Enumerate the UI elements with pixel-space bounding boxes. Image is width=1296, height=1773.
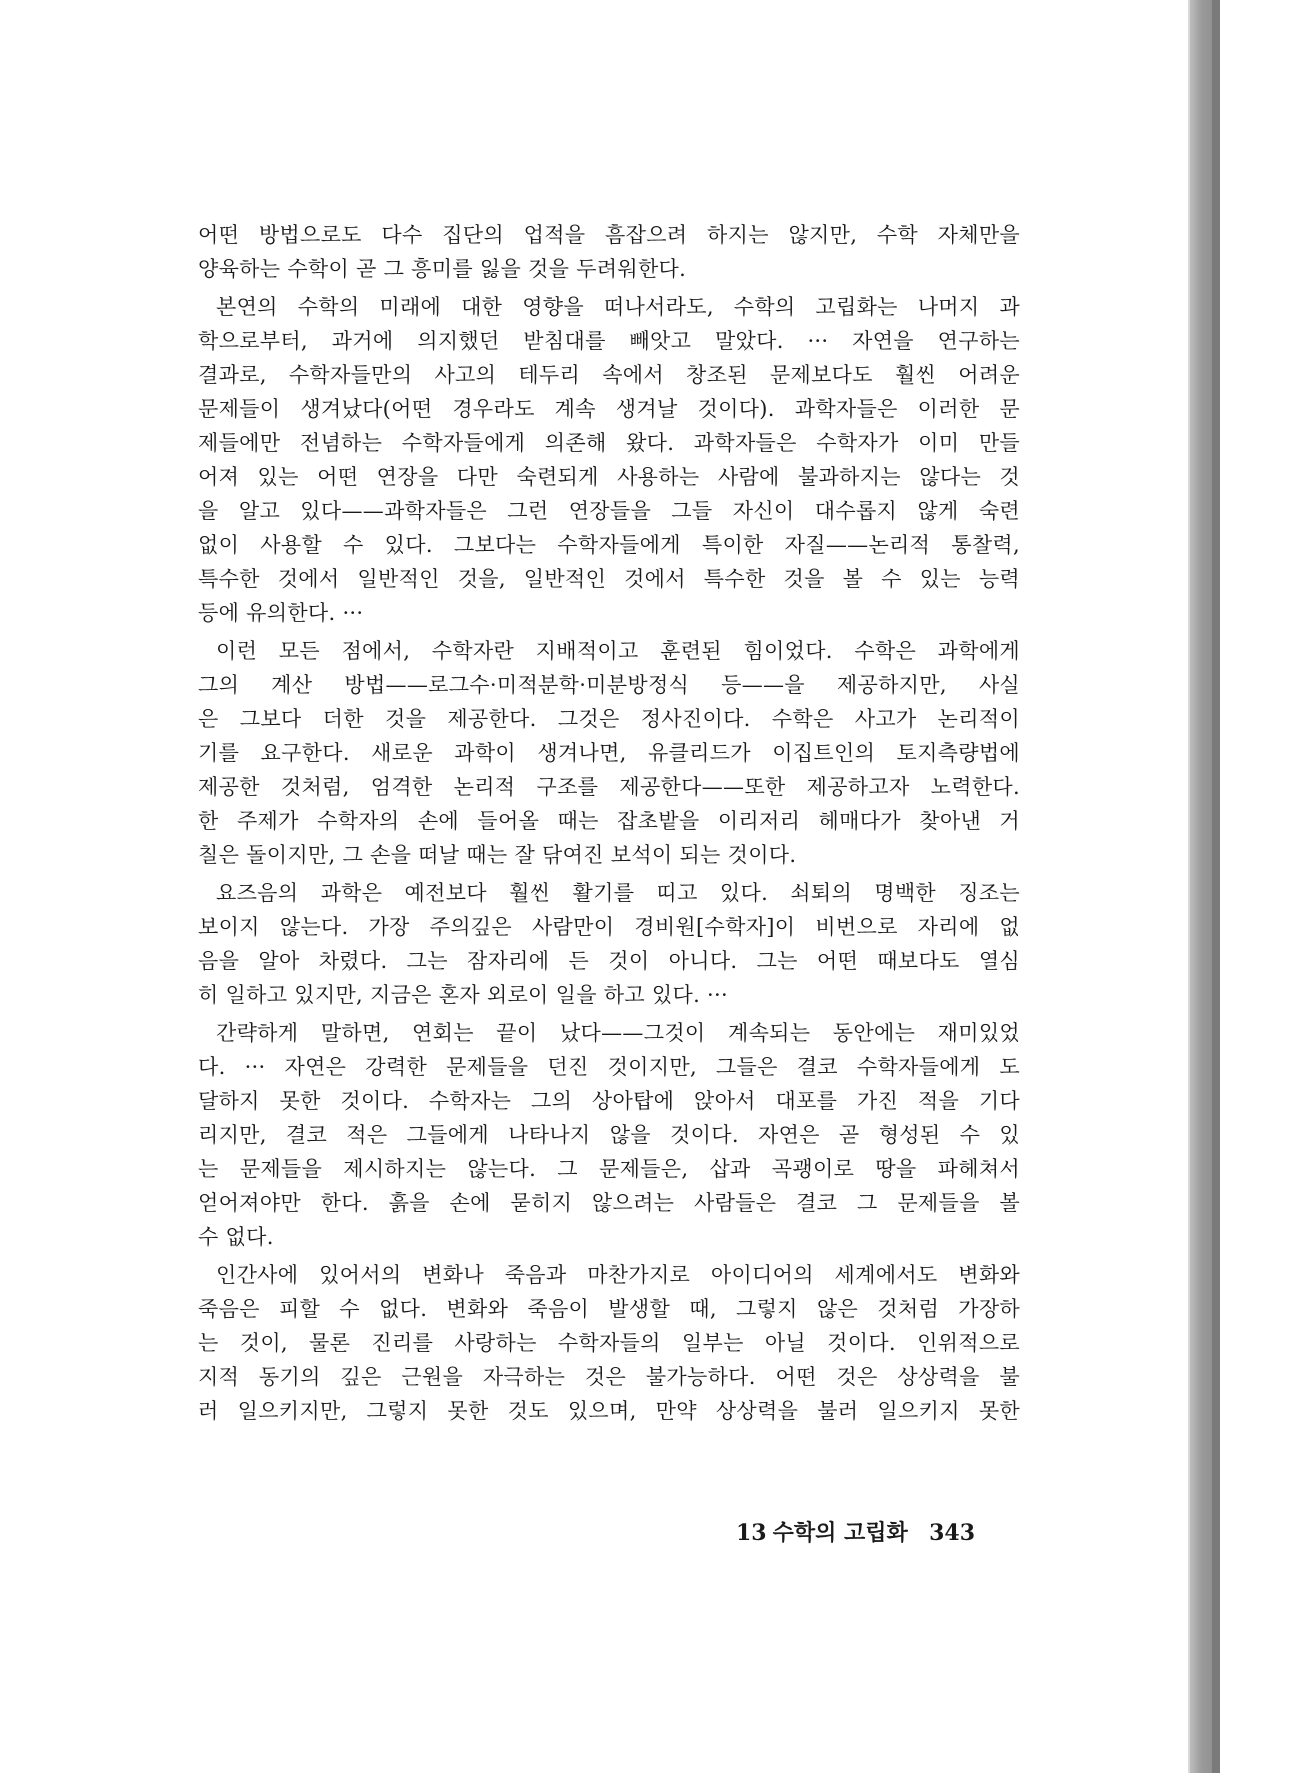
paragraph	[198, 634, 1020, 872]
text-line: 죽음은 피할 수 없다. 변화와 죽음이 발생할 때, 그렇지 않은 것처럼 가장하	[198, 1297, 1020, 1321]
paragraph	[198, 1258, 1020, 1428]
text-line: 러 일으키지만, 그렇지 못한 것도 있으며, 만약 상상력을 불러 일으키지 못한	[198, 1399, 1020, 1423]
text-line: 다. ··· 자연은 강력한 문제들을 던진 것이지만, 그들은 결코 수학자들에게 도	[198, 1055, 1020, 1079]
text-line: 어떤 방법으로도 다수 집단의 업적을 흠잡으려 하지는 않지만, 수학 자체만을	[198, 223, 1020, 247]
text-line: 기를 요구한다. 새로운 과학이 생겨나면, 유클리드가 이집트인의 토지측량법에	[198, 741, 1020, 765]
chapter-number: 13	[736, 1520, 767, 1546]
text-line: 은 그보다 더한 것을 제공한다. 그것은 정사진이다. 수학은 사고가 논리적이	[198, 707, 1020, 731]
text-line: 인간사에 있어서의 변화나 죽음과 마찬가지로 아이디어의 세계에서도 변화와	[216, 1263, 1020, 1287]
text-line: 제공한 것처럼, 엄격한 논리적 구조를 제공한다——또한 제공하고자 노력한다.	[198, 775, 1020, 799]
page-number: 343	[929, 1520, 976, 1546]
chapter-title: 수학의 고립화	[772, 1520, 908, 1546]
page-edge-dark	[1212, 0, 1220, 1773]
text-line: 등에 유의한다. ···	[198, 601, 364, 625]
text-line: 이런 모든 점에서, 수학자란 지배적이고 훈련된 힘이었다. 수학은 과학에게	[216, 639, 1020, 663]
text-line: 을 알고 있다——과학자들은 그런 연장들을 그들 자신이 대수롭지 않게 숙련	[198, 499, 1020, 523]
text-line: 없이 사용할 수 있다. 그보다는 수학자들에게 특이한 자질——논리적 통찰력,	[198, 533, 1020, 557]
text-line: 본연의 수학의 미래에 대한 영향을 떠나서라도, 수학의 고립화는 나머지 과	[216, 295, 1020, 319]
text-line: 한 주제가 수학자의 손에 들어올 때는 잡초밭을 이리저리 헤매다가 찾아낸 거	[198, 809, 1020, 833]
text-line: 지적 동기의 깊은 근원을 자극하는 것은 불가능하다. 어떤 것은 상상력을 불	[198, 1365, 1020, 1389]
page-footer	[736, 1516, 1026, 1547]
text-line: 보이지 않는다. 가장 주의깊은 사람만이 경비원[수학자]이 비번으로 자리에 없	[198, 915, 1020, 939]
text-line: 히 일하고 있지만, 지금은 혼자 외로이 일을 하고 있다. ···	[198, 983, 728, 1007]
paragraph	[198, 218, 1020, 286]
text-line: 요즈음의 과학은 예전보다 훨씬 활기를 띠고 있다. 쇠퇴의 명백한 징조는	[216, 881, 1020, 905]
text-line: 어져 있는 어떤 연장을 다만 숙련되게 사용하는 사람에 불과하지는 않다는 것	[198, 465, 1020, 489]
text-line: 칠은 돌이지만, 그 손을 떠날 때는 잘 닦여진 보석이 되는 것이다.	[198, 843, 797, 867]
text-line: 학으로부터, 과거에 의지했던 받침대를 빼앗고 말았다. ··· 자연을 연구하는	[198, 329, 1020, 353]
text-line: 간략하게 말하면, 연회는 끝이 났다——그것이 계속되는 동안에는 재미있었	[216, 1021, 1020, 1045]
text-line: 달하지 못한 것이다. 수학자는 그의 상아탑에 앉아서 대포를 가진 적을 기다	[198, 1089, 1020, 1113]
body-text	[198, 218, 1020, 1428]
text-line: 제들에만 전념하는 수학자들에게 의존해 왔다. 과학자들은 수학자가 이미 만들	[198, 431, 1020, 455]
text-line: 는 것이, 물론 진리를 사랑하는 수학자들의 일부는 아닐 것이다. 인위적으로	[198, 1331, 1020, 1355]
text-line: 수 없다.	[198, 1225, 274, 1249]
text-line: 는 문제들을 제시하지는 않는다. 그 문제들은, 삽과 곡괭이로 땅을 파헤쳐서	[198, 1157, 1020, 1181]
paragraph	[198, 1016, 1020, 1254]
paragraph	[198, 876, 1020, 1012]
text-line: 얻어져야만 한다. 흙을 손에 묻히지 않으려는 사람들은 결코 그 문제들을 볼	[198, 1191, 1020, 1215]
text-line: 문제들이 생겨났다(어떤 경우라도 계속 생겨날 것이다). 과학자들은 이러한 문	[198, 397, 1020, 421]
text-line: 양육하는 수학이 곧 그 흥미를 잃을 것을 두려워한다.	[198, 257, 687, 281]
text-line: 결과로, 수학자들만의 사고의 테두리 속에서 창조된 문제보다도 훨씬 어려운	[198, 363, 1020, 387]
text-line: 특수한 것에서 일반적인 것을, 일반적인 것에서 특수한 것을 볼 수 있는 능력	[198, 567, 1020, 591]
text-line: 리지만, 결코 적은 그들에게 나타나지 않을 것이다. 자연은 곧 형성된 수 있	[198, 1123, 1020, 1147]
paragraph	[198, 290, 1020, 630]
text-line: 음을 알아 차렸다. 그는 잠자리에 든 것이 아니다. 그는 어떤 때보다도 열심	[198, 949, 1020, 973]
text-line: 그의 계산 방법——로그수·미적분학·미분방정식 등——을 제공하지만, 사실	[198, 673, 1020, 697]
